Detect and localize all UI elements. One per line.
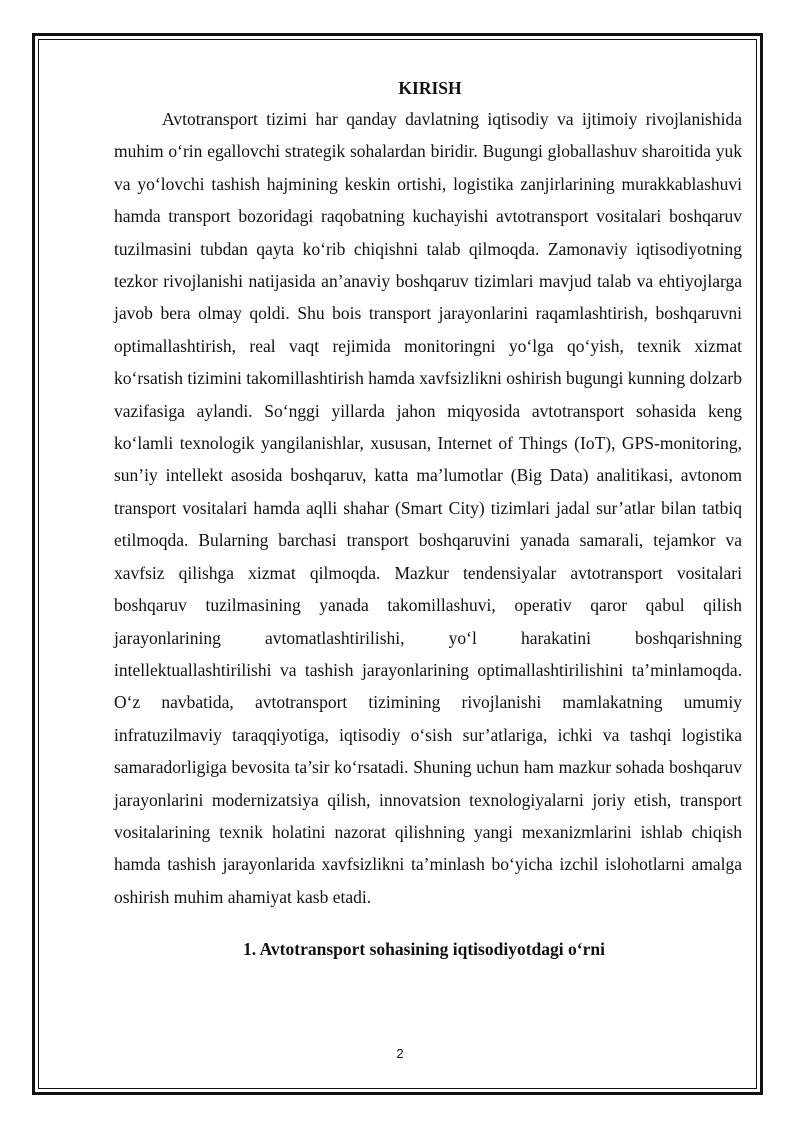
page-number: 2 [396,1046,404,1061]
section-heading: 1. Avtotransport sohasining iqtisodiyotdagi o‘rni [243,939,605,960]
page-title: KIRISH [398,78,462,98]
document-content [114,77,742,960]
intro-paragraph: Avtotransport tizimi har qanday davlatning iqtisodiy va ijtimoiy rivojlanishida muhim o‘rin egallovchi strategik sohalardan biridir. Bugungi globallashuv sharoitida yuk va yo‘lovchi tashish hajmining keskin ortishi, logistika zanjirlarining murakkablashuvi hamda transport bozoridagi raqobatning kuchayishi avtotransport vositalari boshqaruv tuzilmasini tubdan qayta ko‘rib chiqishni talab qilmoqda. Zamonaviy iqtisodiyotning tezkor rivojlanishi natijasida an’anaviy boshqaruv tizimlari mavjud talab va ehtiyojlarga javob bera olmay qoldi. Shu bois transport jarayonlarini raqamlashtirish, boshqaruvni optimallashtirish, real vaqt rejimida monitoringni yo‘lga qo‘yish, texnik xizmat ko‘rsatish tizimini takomillashtirish hamda xavfsizlikni oshirish bugungi kunning dolzarb vazifasiga aylandi. So‘nggi yillarda jahon miqyosida avtotransport sohasida keng ko‘lamli texnologik yangilanishlar, xususan, Internet of Things (IoT), GPS-monitoring, sun’iy intellekt asosida boshqaruv, katta ma’lumotlar (Big Data) analitikasi, avtonom transport vositalari hamda aqlli shahar (Smart City) tizimlari jadal sur’atlar bilan tatbiq etilmoqda. Bularning barchasi transport boshqaruvini yanada samarali, tejamkor va xavfsiz qilishga xizmat qilmoqda. Mazkur tendensiyalar avtotransport vositalari boshqaruv tuzilmasining yanada takomillashuvi, operativ qaror qabul qilish jarayonlarining avtomatlashtirilishi, yo‘l harakatini boshqarishning intellektuallashtirilishi va tashish jarayonlarining optimallashtirilishini ta’minlamoqda. O‘z navbatida, avtotransport tizimining rivojlanishi mamlakatning umumiy infratuzilmaviy taraqqiyotiga, iqtisodiy o‘sish sur’atlariga, ichki va tashqi logistika samaradorligiga bevosita ta’sir ko‘rsatadi. Shuning uchun ham mazkur sohada boshqaruv jarayonlarini modernizatsiya qilish, innovatsion texnologiyalarni joriy etish, transport vositalarining texnik holatini nazorat qilishning yangi mexanizmlarini ishlab chiqish hamda tashish jarayonlarida xavfsizlikni ta’minlash bo‘yicha izchil islohotlarni amalga oshirish muhim ahamiyat kasb etadi. [114,109,742,907]
